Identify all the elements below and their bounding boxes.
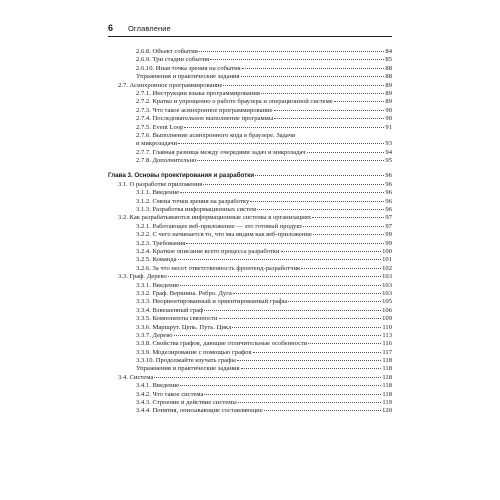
toc-entry-title: и микрозадачи	[136, 140, 178, 148]
toc-page-number: 106	[382, 306, 392, 314]
toc-page-number: 90	[385, 115, 392, 123]
toc-entry	[108, 98, 392, 106]
toc-page-number: 100	[382, 247, 392, 255]
toc-dot-leader	[180, 385, 381, 386]
toc-entry	[108, 298, 392, 306]
running-title: Оглавление	[128, 24, 171, 33]
toc-dot-leader	[334, 101, 385, 102]
toc-page-number: 85	[385, 56, 392, 64]
toc-entry	[108, 290, 392, 298]
toc-dot-leader	[241, 76, 385, 77]
toc-page-number: 97	[385, 222, 392, 230]
toc-entry	[108, 48, 392, 56]
toc-entry-title: 2.6.8. Объект события	[136, 48, 198, 55]
toc-dot-leader	[184, 127, 384, 128]
toc-dot-leader	[197, 160, 384, 161]
toc-page-number: 93	[385, 140, 392, 148]
toc-entry	[108, 256, 392, 264]
toc-dot-leader	[313, 234, 385, 235]
toc-entry-title: 3.4.1. Введение	[136, 382, 180, 390]
toc-page-number: 118	[382, 357, 392, 365]
toc-entry	[108, 265, 392, 273]
toc-entry	[108, 382, 392, 390]
toc-page-number: 99	[385, 231, 392, 239]
toc-entry-title: 3.3.8. Свойства графов, дающие отличительные особенности	[136, 340, 308, 348]
toc-dot-leader	[223, 85, 384, 86]
toc-entry	[108, 315, 392, 323]
toc-page-number: 90	[385, 106, 392, 114]
toc-page-number: 116	[382, 340, 392, 348]
toc-dot-leader	[301, 268, 381, 269]
toc-dot-leader	[264, 410, 381, 411]
toc-entry	[108, 231, 392, 239]
toc-entry-title: 3.2. Как разрабатываются информационные системы в организациях	[118, 214, 312, 222]
toc-entry-title: 2.7.2. Кратко и упрощенно о работе браузера и операционной системе	[136, 98, 333, 106]
toc-page-number: 117	[382, 348, 392, 356]
toc-page-number: 113	[382, 331, 392, 339]
toc-entry	[108, 282, 392, 290]
toc-dot-leader	[174, 335, 382, 336]
toc-entry-title: 3.3.1. Введение	[136, 281, 180, 289]
toc-entry-title: 2.7. Асинхронное программирование	[118, 81, 223, 89]
toc-page-number: 118	[382, 373, 392, 381]
toc-entry	[108, 124, 392, 132]
toc-page-number: 118	[382, 390, 392, 398]
toc-dot-leader	[288, 301, 381, 302]
toc-entry	[108, 349, 392, 357]
toc-entry	[108, 90, 392, 98]
toc-page-number: 118	[382, 382, 392, 390]
toc-page-number: 103	[382, 273, 392, 281]
toc-dot-leader	[253, 352, 382, 353]
toc-entry	[108, 214, 392, 222]
toc-entry	[108, 206, 392, 214]
toc-dot-leader	[281, 251, 382, 252]
toc-entry-title: 3.3.4. Взвешенный граф	[136, 306, 204, 314]
toc-page-number: 95	[385, 157, 392, 165]
toc-dot-leader	[257, 209, 384, 210]
toc-page-number: 99	[385, 239, 392, 247]
toc-dot-leader	[250, 201, 384, 202]
toc-page-number: 103	[382, 281, 392, 289]
toc-entry	[108, 223, 392, 231]
toc-entry	[108, 157, 392, 165]
toc-page-number: 89	[385, 98, 392, 106]
toc-entry-title: 2.7.7. Главная разница между очередями задач и микрозадач	[136, 148, 306, 156]
toc-entry	[108, 399, 392, 407]
toc-page-number: 97	[385, 214, 392, 222]
toc-page-number: 101	[382, 256, 392, 264]
toc-page-number: 88	[385, 64, 392, 72]
page-number: 6	[108, 23, 114, 33]
toc-entry-title: 3.2.6. За что несет ответственность фронтенд-разработчик	[136, 264, 301, 272]
toc-dot-leader	[237, 360, 382, 361]
toc-dot-leader	[178, 259, 382, 260]
toc-entry	[108, 307, 392, 315]
toc-entry-title: 3.3. Граф. Дерево	[118, 273, 167, 281]
toc-entry	[108, 240, 392, 248]
toc-entry-title: Упражнения и практические задания	[136, 73, 240, 81]
toc-dot-leader	[303, 226, 384, 227]
toc-entry-title: 3.1. О разработке приложения	[118, 180, 203, 188]
toc-entry-title: 3.3.3. Неориентированный и ориентированный графы	[136, 298, 288, 306]
toc-entry-title: 3.2.1. Работающее веб-приложение — это готовый продукт	[136, 222, 303, 230]
toc-page-number: 96	[385, 189, 392, 197]
toc-dot-leader	[219, 318, 382, 319]
toc-entry	[108, 82, 392, 90]
toc-entry	[108, 332, 392, 340]
toc-entry-title: Глава 3. Основы проектирования и разработки	[108, 172, 255, 180]
toc-page-number: 120	[382, 407, 392, 415]
toc-page-number: 96	[385, 172, 392, 180]
toc-entry-title: Упражнения и практические задания	[136, 365, 240, 373]
toc-entry	[108, 391, 392, 399]
toc-dot-leader	[204, 394, 381, 395]
toc-dot-leader	[255, 175, 384, 176]
toc-entry	[108, 115, 392, 123]
toc-entry	[108, 248, 392, 256]
toc-entry-title: 3.1.1. Введение	[136, 189, 180, 197]
toc-entry-title: 3.2.4. Краткое описание всего процесса разработки	[136, 247, 280, 255]
toc-page-number: 89	[385, 89, 392, 97]
toc-dot-leader	[178, 143, 384, 144]
toc-entry	[108, 65, 392, 73]
toc-entry-title: 3.2.3. Требования	[136, 239, 186, 247]
toc-entry-title: 2.7.3. Что такое асинхронное программирование	[136, 106, 273, 114]
toc-entry-title: 2.7.5. Event Loop	[136, 123, 184, 131]
toc-dot-leader	[210, 59, 384, 60]
toc-dot-leader	[233, 293, 381, 294]
toc-entry	[108, 407, 392, 415]
toc-entry	[108, 149, 392, 157]
toc-dot-leader	[203, 184, 384, 185]
toc-page-number: 110	[382, 323, 392, 331]
toc-page-number: 109	[382, 315, 392, 323]
toc-entry-title: 3.3.9. Моделирование с помощью графов	[136, 348, 252, 356]
toc-entry	[108, 73, 392, 81]
header-rule	[108, 36, 392, 37]
toc-page-number: 105	[382, 298, 392, 306]
toc-dot-leader	[204, 310, 381, 311]
toc-entry-title: 3.3.6. Маршрут. Цепь. Путь. Цикл	[136, 323, 232, 331]
toc-dot-leader	[180, 192, 384, 193]
toc-dot-leader	[308, 343, 381, 344]
toc-entry-title: 3.2.5. Команда	[136, 256, 177, 264]
toc-entry-title: 3.3.7. Дерево	[136, 331, 173, 339]
toc-entry-title: 3.3.2. Граф. Вершина. Ребро. Дуга	[136, 289, 232, 297]
toc-dot-leader	[186, 243, 384, 244]
toc-chapter-entry	[108, 172, 392, 180]
toc-entry-title: 3.2.2. С чего начинается то, что мы видим как веб-приложение	[136, 231, 312, 239]
toc-entry	[108, 56, 392, 64]
toc-dot-leader	[199, 51, 385, 52]
toc-page-number: 103	[382, 289, 392, 297]
toc-entry-title: 3.4.2. Что такое система	[136, 390, 204, 398]
toc-page-number: 88	[385, 73, 392, 81]
toc-page-number: 102	[382, 264, 392, 272]
toc-entry	[108, 340, 392, 348]
toc-page-number: 96	[385, 180, 392, 188]
toc-dot-leader	[274, 110, 385, 111]
toc-page-number: 91	[385, 123, 392, 131]
toc-dot-leader	[307, 152, 385, 153]
toc-page-number: 94	[385, 148, 392, 156]
toc-entry	[108, 324, 392, 332]
toc-page-number: 84	[385, 48, 392, 55]
toc-dot-leader	[168, 276, 381, 277]
toc-page-number: 96	[385, 197, 392, 205]
toc-page-number: 89	[385, 81, 392, 89]
toc-entry-title: 2.7.6. Выполнение асинхронного кода в браузере. Задачи	[136, 131, 296, 139]
toc-entry-title: 3.1.3. Разработка информационных систем	[136, 206, 257, 214]
toc-entry	[108, 107, 392, 115]
toc-entry-title: 3.4. Система	[118, 373, 154, 381]
toc-page-number: 119	[382, 399, 392, 407]
toc-entry-title: 2.6.9. Три стадии события	[136, 56, 210, 64]
toc-entry-title: 3.4.4. Понятия, описывающие составляющие	[136, 407, 263, 415]
toc-entry	[108, 198, 392, 206]
toc-dot-leader	[242, 68, 385, 69]
toc-dot-leader	[232, 327, 381, 328]
toc-dot-leader	[312, 217, 384, 218]
toc-entry-title: 3.3.10. Продолжайте изучать графы	[136, 357, 236, 365]
toc-entry-title: 2.7.1. Инструкции языка программирования	[136, 89, 260, 97]
toc-entry-title: 3.4.3. Строение и действие системы	[136, 399, 237, 407]
toc-entry-title: 2.7.8. Дополнительно	[136, 157, 197, 165]
toc-entry-title: 2.6.10. Иная точка зрения на события	[136, 64, 241, 72]
toc-entry	[108, 273, 392, 281]
page-header	[0, 0, 500, 40]
toc-dot-leader	[241, 368, 382, 369]
table-of-contents	[108, 48, 392, 416]
toc-entry	[108, 374, 392, 382]
toc-entry-title: 3.3.5. Компоненты связности	[136, 315, 218, 323]
toc-entry	[108, 132, 392, 140]
toc-entry-title: 3.1.2. Смена точки зрения на разработку	[136, 197, 250, 205]
toc-dot-leader	[274, 118, 384, 119]
toc-entry	[108, 357, 392, 365]
toc-dot-leader	[154, 377, 381, 378]
toc-entry	[108, 181, 392, 189]
toc-page-number: 118	[382, 365, 392, 373]
toc-dot-leader	[238, 402, 382, 403]
toc-entry	[108, 365, 392, 373]
toc-page-number: 96	[385, 206, 392, 214]
toc-entry	[108, 189, 392, 197]
toc-entry-title: 2.7.4. Последовательное выполнение программы	[136, 115, 274, 123]
toc-dot-leader	[261, 93, 384, 94]
toc-entry-continuation	[108, 140, 392, 148]
toc-dot-leader	[180, 285, 381, 286]
